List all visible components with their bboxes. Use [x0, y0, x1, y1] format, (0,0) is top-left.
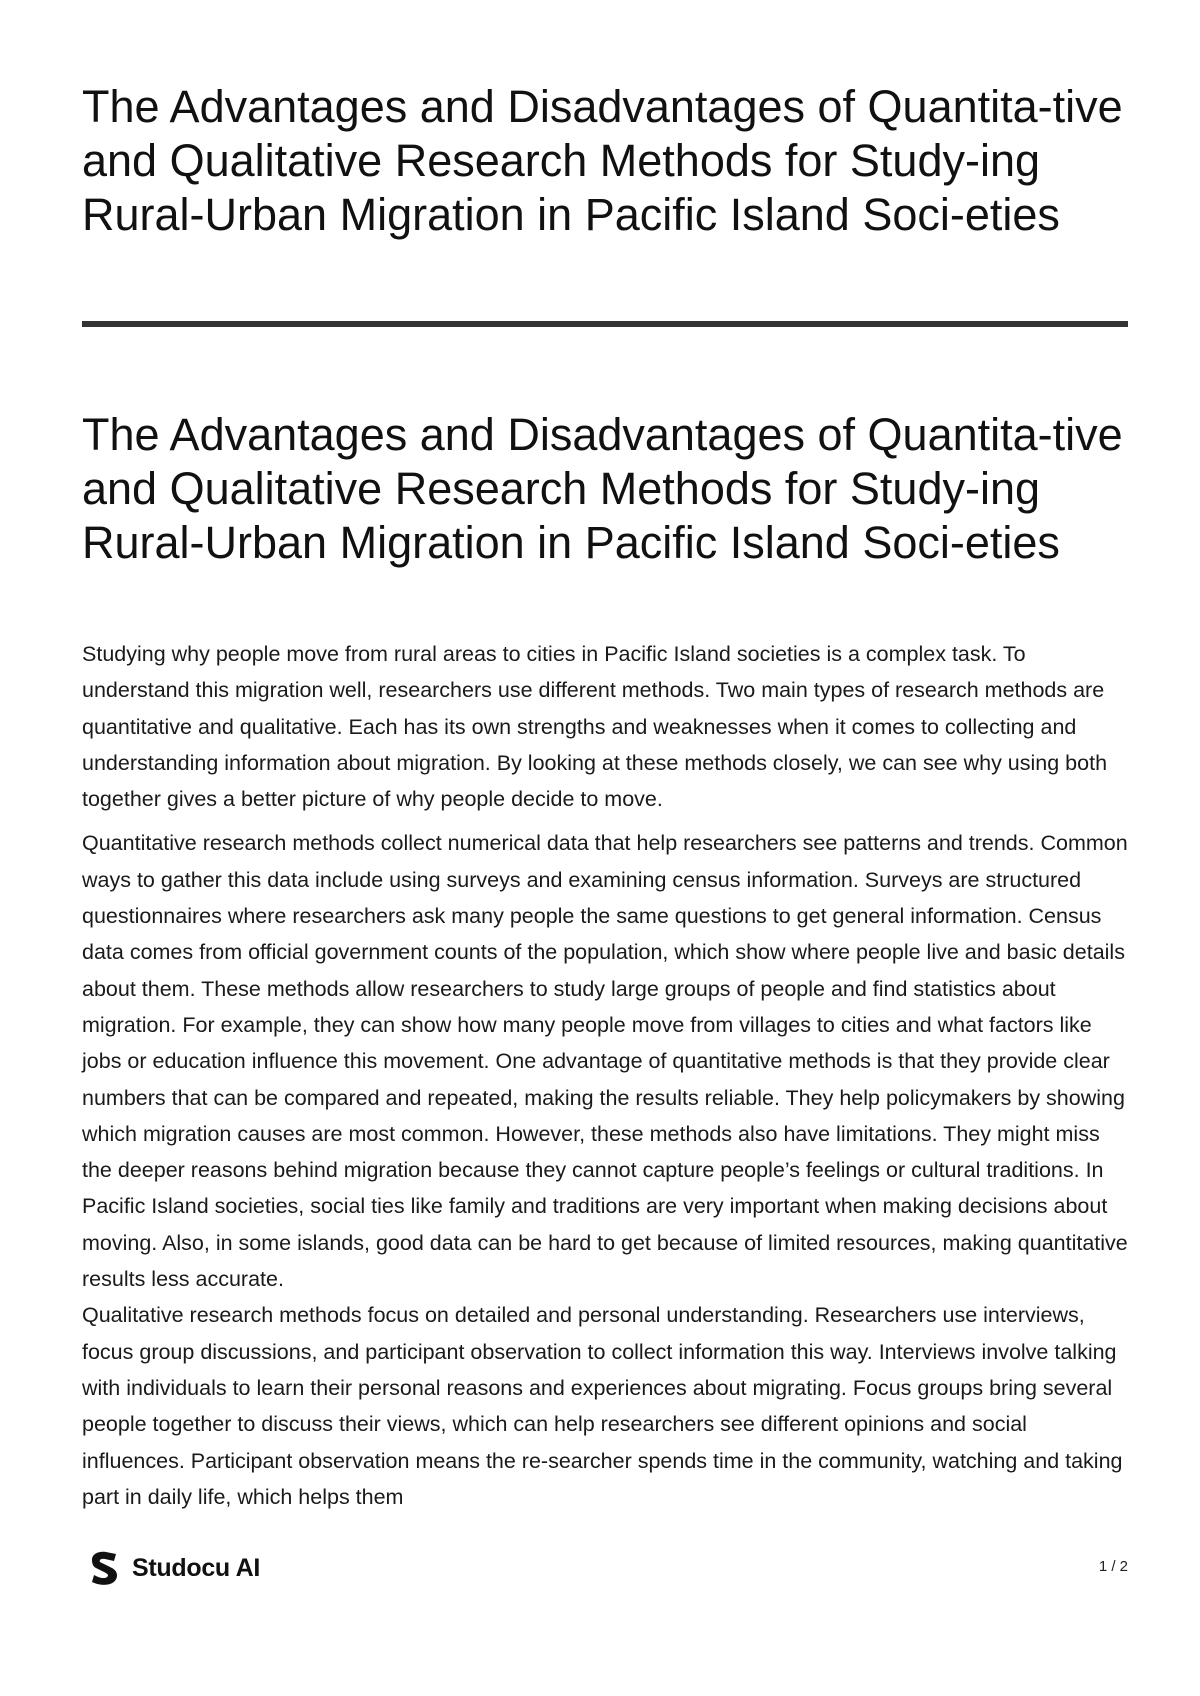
document-title: The Advantages and Disadvantages of Quantita-tive and Qualitative Research Methods for Study-ing Rural-Urban Migration in Pacific Island Soci-eties	[82, 81, 1123, 240]
page-footer	[88, 1548, 1128, 1588]
document-body	[82, 636, 1128, 1515]
paragraph-qualitative: Qualitative research methods focus on detailed and personal understanding. Researchers use interviews, focus group discussions, and participant observation to collect information this way. Interviews involve talking with individuals to learn their personal reasons and experiences about migrating. Focus groups bring several people together to discuss their views, which can help researchers see different opinions and social influences. Participant observation means the re-searcher spends time in the community, watching and taking part in daily life, which helps them	[82, 1303, 1123, 1509]
studocu-logo-icon	[88, 1550, 122, 1586]
paragraph-intro: Studying why people move from rural areas to cities in Pacific Island societies is a complex task. To understand this migration well, researchers use different methods. Two main types of research methods are quantitative and qualitative. Each has its own strengths and weaknesses when it comes to collecting and understanding information about migration. By looking at these methods closely, we can see why using both together gives a better picture of why people decide to move.	[82, 642, 1108, 812]
section-heading: The Advantages and Disadvantages of Quantita-tive and Qualitative Research Methods for Study-ing Rural-Urban Migration in Pacific Island Soci-eties	[82, 409, 1123, 568]
brand-name: Studocu AI	[132, 1553, 261, 1582]
title-divider	[82, 321, 1128, 327]
brand-logo[interactable]	[88, 1548, 260, 1588]
page-number: 1 / 2	[1098, 1558, 1128, 1575]
paragraph-quantitative: Quantitative research methods collect numerical data that help researchers see patterns and trends. Common ways to gather this data include using surveys and examining census information. Surveys are structured questionnaires where researchers ask many people the same questions to get general information. Census data comes from official government counts of the population, which show where people live and basic details about them. These methods allow researchers to study large groups of people and find statistics about migration. For example, they can show how many people move from villages to cities and what factors like jobs or education influence this movement. One advantage of quantitative methods is that they provide clear numbers that can be compared and repeated, making the results reliable. They help policymakers by showing which migration causes are most common. However, these methods also have limitations. They might miss the deeper reasons behind migration because they cannot capture people’s feelings or cultural traditions. In Pacific Island societies, social ties like family and traditions are very important when making decisions about moving. Also, in some islands, good data can be hard to get because of limited resources, making quantitative results less accurate.	[82, 831, 1128, 1292]
